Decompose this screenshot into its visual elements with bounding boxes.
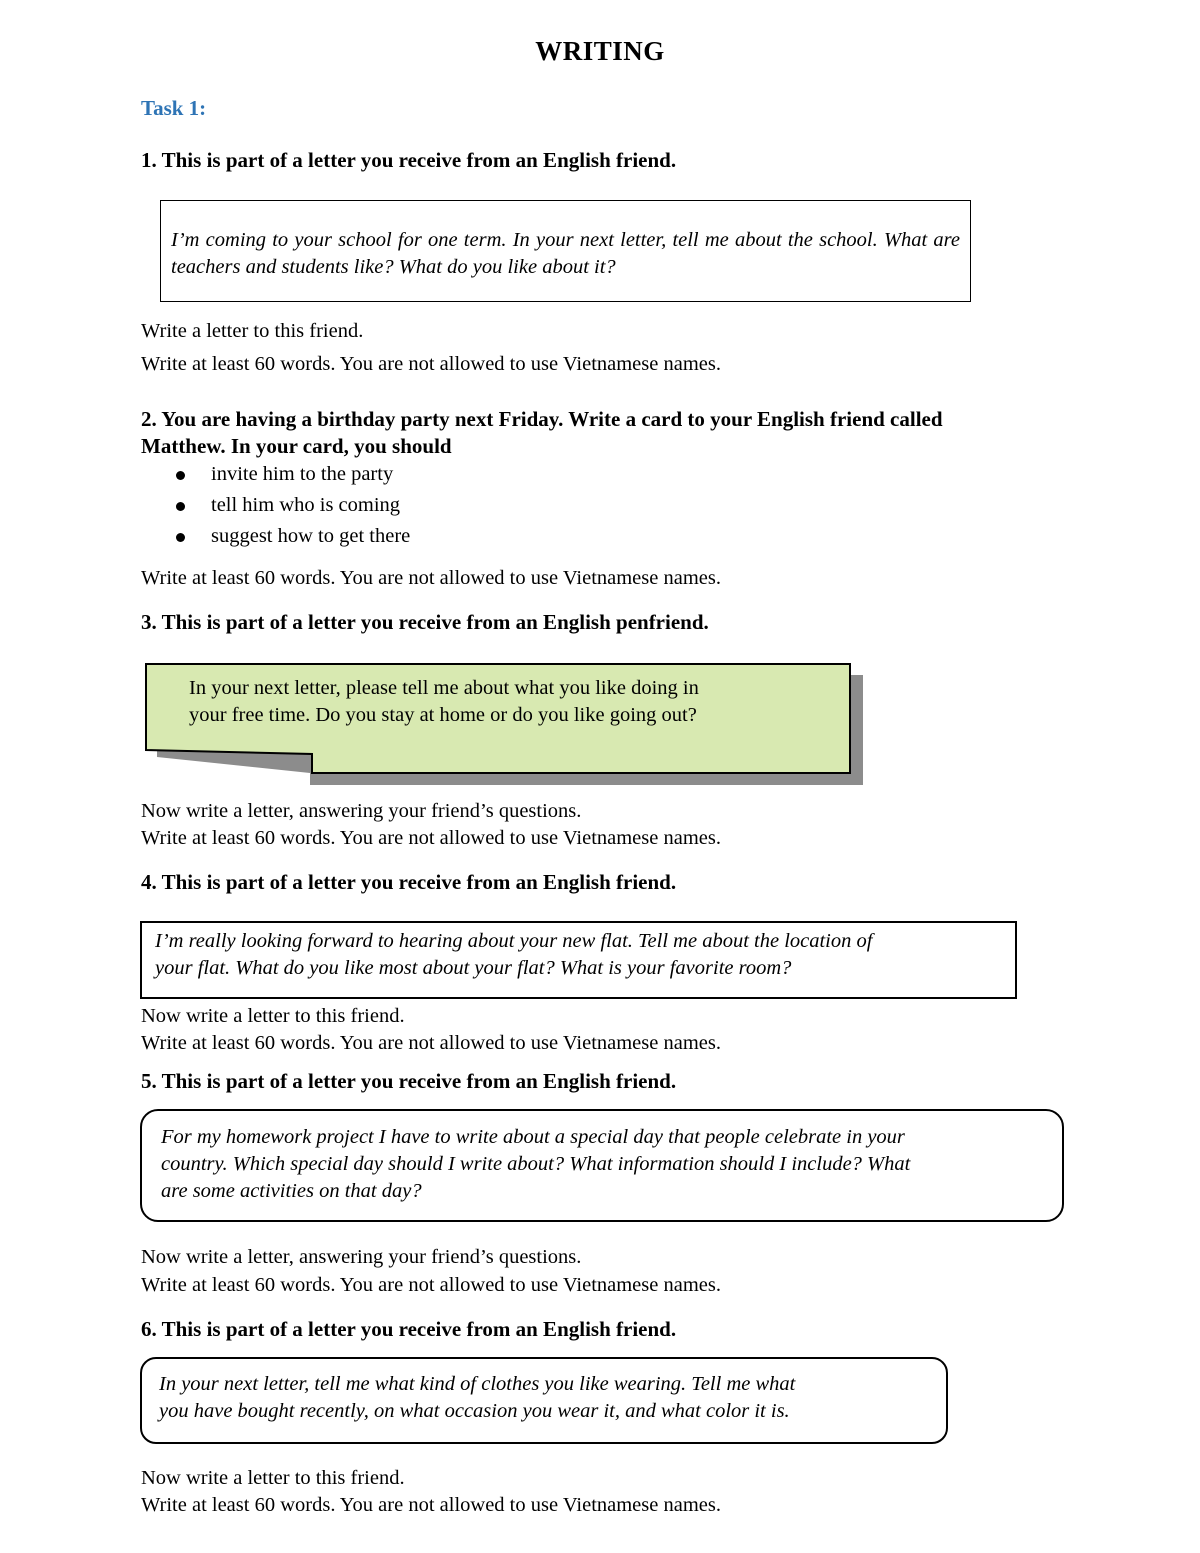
question-6-letter-box (140, 1357, 948, 1444)
question-3-note-text: In your next letter, please tell me about what you like doing in your free time. Do you stay at home or do you like going out? (189, 677, 699, 726)
question-5-heading: 5. This is part of a letter you receive from an English friend. (141, 1069, 677, 1093)
question-2-heading-line-2: Matthew. In your card, you should (141, 434, 452, 458)
question-4-letter-text: I’m really looking forward to hearing about your new flat. Tell me about the location of your flat. What do you like most about your flat? What is your favorite room? (155, 930, 873, 979)
bullet-dot-icon (176, 502, 185, 511)
question-1-letter-box (160, 200, 971, 302)
question-3-word-limit: Write at least 60 words. You are not allowed to use Vietnamese names. (141, 827, 721, 849)
question-2-word-limit: Write at least 60 words. You are not allowed to use Vietnamese names. (141, 567, 721, 589)
question-4-letter-box (140, 921, 1017, 999)
question-4-heading: 4. This is part of a letter you receive from an English friend. (141, 870, 677, 894)
question-1-instruction: Write a letter to this friend. (141, 320, 364, 342)
bullet-dot-icon (176, 471, 185, 480)
bullet-item: invite him to the party (141, 459, 410, 490)
question-6-word-limit: Write at least 60 words. You are not allowed to use Vietnamese names. (141, 1494, 721, 1516)
question-1-word-limit: Write at least 60 words. You are not allowed to use Vietnamese names. (141, 353, 721, 375)
question-5-instruction: Now write a letter, answering your friend’s questions. (141, 1246, 582, 1268)
question-3-heading: 3. This is part of a letter you receive from an English penfriend. (141, 610, 709, 634)
question-3-instruction: Now write a letter, answering your friend’s questions. (141, 800, 582, 822)
question-4-word-limit: Write at least 60 words. You are not allowed to use Vietnamese names. (141, 1032, 721, 1054)
question-4-instruction: Now write a letter to this friend. (141, 1005, 405, 1027)
task-label: Task 1: (141, 96, 207, 120)
bullet-dot-icon (176, 533, 185, 542)
question-5-word-limit: Write at least 60 words. You are not allowed to use Vietnamese names. (141, 1274, 721, 1296)
bullet-item: suggest how to get there (141, 521, 410, 552)
question-5-letter-text: For my homework project I have to write about a special day that people celebrate in your country. Which special day should I write about? What information should I include? What are some activities on that day? (161, 1126, 911, 1202)
page-title: WRITING (535, 36, 665, 66)
question-1-heading: 1. This is part of a letter you receive from an English friend. (141, 148, 677, 172)
question-3-note-box (145, 663, 865, 787)
question-6-heading: 6. This is part of a letter you receive from an English friend. (141, 1317, 677, 1341)
question-1-letter-text: I’m coming to your school for one term. In your next letter, tell me about the school. What are teachers and students like? What do you like about it? (171, 229, 960, 278)
question-2-bullet-list (141, 459, 410, 552)
question-6-letter-text: In your next letter, tell me what kind of clothes you like wearing. Tell me what you have bought recently, on what occasion you wear it, and what color it is. (159, 1373, 796, 1422)
question-2-heading-line-1: 2. You are having a birthday party next Friday. Write a card to your English friend called (141, 407, 943, 431)
question-6-instruction: Now write a letter to this friend. (141, 1467, 405, 1489)
question-5-letter-box (140, 1109, 1064, 1222)
bullet-item: tell him who is coming (141, 490, 410, 521)
